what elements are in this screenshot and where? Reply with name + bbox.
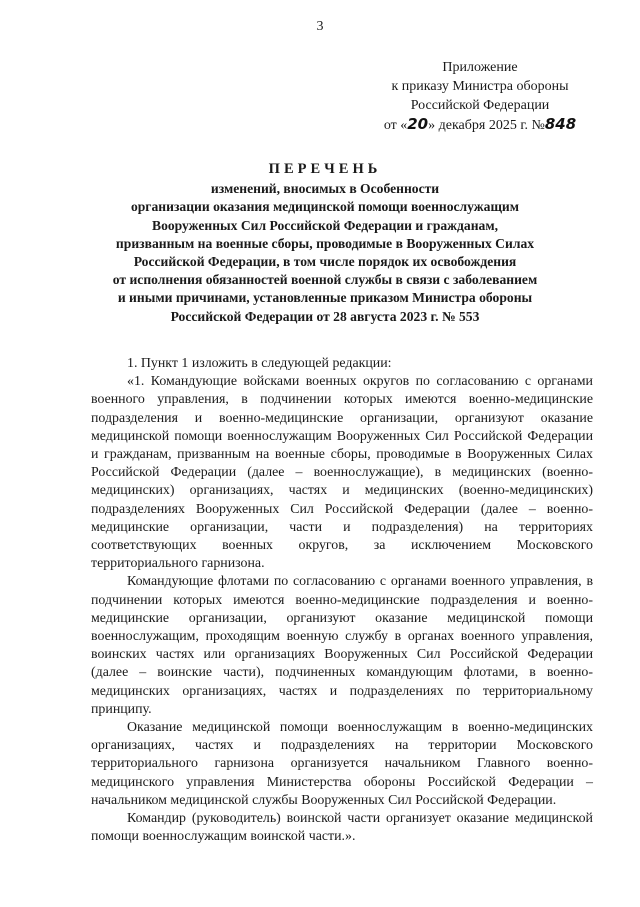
title-line: Вооруженных Сил Российской Федерации и гражданам,	[152, 217, 498, 233]
paragraph-point-1: «1. Командующие войсками военных округов по согласованию с органами военного управления, в подчинении которых имеются военно-медицинские подразделения и военно-медицинские организации, организуют оказание медицинской помощи военнослужащим Вооруженных Сил Российской Федерации и гражданам, призванным на военные сборы, проводимые в Вооруженных Силах Российской Федерации (далее – военнослужащие), в медицинских (военно-медицинских) организациях, частях и медицинских (военно-медицинских) подразделениях Вооруженных Сил Российской Федерации (далее – военно-медицинские организации, части и подразделения) на территориях соответствующих военных округов, за исключением Московского территориального гарнизона.	[91, 374, 593, 572]
title-line: от исполнения обязанностей военной службы в связи с заболеванием	[112, 272, 538, 288]
title-line: организации оказания медицинской помощи военнослужащим	[130, 199, 520, 215]
title-line: Российской Федерации, в том числе порядок их освобождения	[133, 254, 517, 270]
handwritten-day: 20	[407, 115, 429, 133]
annex-order-ref: к приказу Министра обороны	[391, 79, 569, 94]
title-line: изменений, вносимых в Особенности	[210, 181, 440, 197]
title-line: и иными причинами, установленные приказом Министра обороны	[117, 290, 533, 306]
paragraph-commander: Командир (руководитель) воинской части организует оказание медицинской помощи военнослужащим воинской части.».	[91, 811, 593, 845]
document-title	[60, 160, 590, 326]
handwritten-order-number: 848	[544, 115, 577, 133]
annex-block	[360, 58, 600, 135]
title-line: призванным на военные сборы, проводимые в Вооруженных Силах	[115, 235, 535, 251]
paragraph-moscow-garrison: Оказание медицинской помощи военнослужащим в военно-медицинских организациях, частях и подразделениях на территории Московского территориального гарнизона организуется начальником Главного военно-медицинского управления Министерства обороны Российской Федерации – начальником медицинской службы Вооруженных Сил Российской Федерации.	[91, 720, 593, 808]
paragraph-fleets: Командующие флотами по согласованию с органами военного управления, в подчинении которых имеются военно-медицинские подразделения и военно-медицинские организации, организуют оказание медицинской помощи военнослужащим, проходящим военную службу в органах военного управления, воинских частях или организациях Вооруженных Сил Российской Федерации (далее – воинские части), подчиненных командующим флотами, в военно-медицинских организациях, частях и подразделениях по территориальному принципу.	[91, 574, 593, 717]
page-number: 3	[316, 19, 324, 34]
date-middle: » декабря 2025 г. №	[428, 118, 545, 133]
paragraph-item-1: 1. Пункт 1 изложить в следующей редакции:	[127, 356, 392, 371]
title-line: Российской Федерации от 28 августа 2023 г. № 553	[170, 308, 480, 324]
title-heading: ПЕРЕЧЕНЬ	[268, 161, 382, 177]
annex-title: Приложение	[442, 60, 518, 75]
annex-date-line	[360, 115, 600, 135]
annex-country: Российской Федерации	[410, 98, 550, 113]
date-prefix: от «	[383, 118, 408, 133]
document-body	[91, 355, 593, 846]
